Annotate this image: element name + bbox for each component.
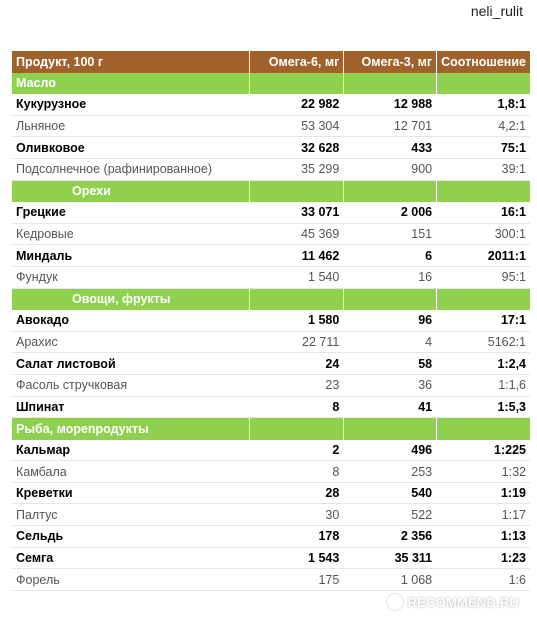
omega3-cell: 2 006 [344, 202, 437, 224]
omega6-cell: 28 [250, 483, 345, 505]
omega3-cell: 58 [344, 353, 437, 375]
product-name-cell: Авокадо [12, 310, 250, 332]
ratio-cell: 300:1 [437, 224, 530, 246]
product-name-cell: Палтус [12, 504, 250, 526]
product-name-cell: Семга [12, 548, 250, 570]
omega3-cell: 253 [344, 461, 437, 483]
ratio-cell: 1:19 [437, 483, 530, 505]
table-row [12, 504, 530, 526]
omega6-cell: 24 [250, 353, 345, 375]
table-row [12, 375, 530, 397]
ratio-cell: 1:23 [437, 548, 530, 570]
ratio-cell: 1:1,6 [437, 375, 530, 397]
ratio-cell: 39:1 [437, 159, 530, 181]
product-name-cell: Кукурузное [12, 94, 250, 116]
table-row [12, 569, 530, 591]
table-row [12, 159, 530, 181]
product-name-cell: Льняное [12, 116, 250, 138]
ratio-cell: 1:2,4 [437, 353, 530, 375]
section-filler-cell [250, 418, 345, 440]
omega3-cell: 151 [344, 224, 437, 246]
product-name-cell: Креветки [12, 483, 250, 505]
section-filler-cell [250, 289, 345, 311]
section-row [12, 418, 530, 440]
header-omega6: Омега-6, мг [250, 51, 345, 73]
table-row [12, 440, 530, 462]
section-row [12, 289, 530, 311]
omega6-cell: 178 [250, 526, 345, 548]
table-row [12, 353, 530, 375]
product-name-cell: Арахис [12, 332, 250, 354]
table-row [12, 137, 530, 159]
section-title: Рыба, морепродукты [12, 418, 250, 440]
recommend-logo-icon [387, 594, 403, 610]
omega6-cell: 30 [250, 504, 345, 526]
section-row [12, 181, 530, 203]
omega3-cell: 1 068 [344, 569, 437, 591]
table-row [12, 483, 530, 505]
section-filler-cell [344, 73, 437, 95]
ratio-cell: 5162:1 [437, 332, 530, 354]
ratio-cell: 1:13 [437, 526, 530, 548]
section-title: Масло [12, 73, 250, 95]
table-body [12, 73, 530, 591]
ratio-cell: 1:32 [437, 461, 530, 483]
section-row [12, 73, 530, 95]
omega3-cell: 900 [344, 159, 437, 181]
table-row [12, 116, 530, 138]
table-row [12, 267, 530, 289]
ratio-cell: 95:1 [437, 267, 530, 289]
product-name-cell: Форель [12, 569, 250, 591]
section-filler-cell [344, 418, 437, 440]
omega6-cell: 45 369 [250, 224, 345, 246]
section-filler-cell [437, 289, 530, 311]
omega3-cell: 16 [344, 267, 437, 289]
table-row [12, 461, 530, 483]
header-omega3: Омега-3, мг [344, 51, 437, 73]
ratio-cell: 1,8:1 [437, 94, 530, 116]
omega3-cell: 96 [344, 310, 437, 332]
omega3-cell: 41 [344, 397, 437, 419]
section-filler-cell [344, 289, 437, 311]
section-title: Орехи [12, 181, 250, 203]
ratio-cell: 16:1 [437, 202, 530, 224]
product-name-cell: Оливковое [12, 137, 250, 159]
omega3-cell: 522 [344, 504, 437, 526]
omega3-cell: 12 701 [344, 116, 437, 138]
ratio-cell: 1:5,3 [437, 397, 530, 419]
omega3-cell: 35 311 [344, 548, 437, 570]
product-name-cell: Сельдь [12, 526, 250, 548]
ratio-cell: 75:1 [437, 137, 530, 159]
table-row [12, 548, 530, 570]
table-header [12, 51, 530, 73]
omega6-cell: 11 462 [250, 245, 345, 267]
table-row [12, 202, 530, 224]
omega3-cell: 4 [344, 332, 437, 354]
section-filler-cell [437, 181, 530, 203]
product-name-cell: Фундук [12, 267, 250, 289]
omega3-cell: 496 [344, 440, 437, 462]
section-filler-cell [437, 73, 530, 95]
watermark [387, 594, 519, 610]
table-row [12, 397, 530, 419]
section-filler-cell [437, 418, 530, 440]
omega6-cell: 22 982 [250, 94, 345, 116]
section-filler-cell [344, 181, 437, 203]
table-row [12, 94, 530, 116]
ratio-cell: 1:17 [437, 504, 530, 526]
ratio-cell: 1:6 [437, 569, 530, 591]
product-name-cell: Кальмар [12, 440, 250, 462]
watermark-text: RECOMMEND.RU [407, 594, 519, 610]
product-name-cell: Камбала [12, 461, 250, 483]
product-name-cell: Кедровые [12, 224, 250, 246]
omega6-cell: 32 628 [250, 137, 345, 159]
omega6-cell: 8 [250, 461, 345, 483]
omega3-cell: 36 [344, 375, 437, 397]
omega6-cell: 175 [250, 569, 345, 591]
omega3-cell: 540 [344, 483, 437, 505]
ratio-cell: 1:225 [437, 440, 530, 462]
omega3-cell: 433 [344, 137, 437, 159]
table-row [12, 245, 530, 267]
product-name-cell: Миндаль [12, 245, 250, 267]
section-title: Овощи, фрукты [12, 289, 250, 311]
omega6-cell: 35 299 [250, 159, 345, 181]
omega3-cell: 6 [344, 245, 437, 267]
product-name-cell: Фасоль стручковая [12, 375, 250, 397]
omega6-cell: 2 [250, 440, 345, 462]
table-row [12, 310, 530, 332]
header-product: Продукт, 100 г [12, 51, 250, 73]
omega-table [12, 51, 530, 591]
table-row [12, 224, 530, 246]
table-row [12, 526, 530, 548]
omega6-cell: 33 071 [250, 202, 345, 224]
omega3-cell: 12 988 [344, 94, 437, 116]
product-name-cell: Подсолнечное (рафинированное) [12, 159, 250, 181]
omega6-cell: 8 [250, 397, 345, 419]
omega6-cell: 1 543 [250, 548, 345, 570]
section-filler-cell [250, 73, 345, 95]
omega6-cell: 1 580 [250, 310, 345, 332]
product-name-cell: Салат листовой [12, 353, 250, 375]
header-row [12, 51, 530, 73]
omega3-cell: 2 356 [344, 526, 437, 548]
omega6-cell: 1 540 [250, 267, 345, 289]
product-name-cell: Шпинат [12, 397, 250, 419]
table-row [12, 332, 530, 354]
author-tag: neli_rulit [470, 3, 523, 19]
header-ratio: Соотношение [437, 51, 530, 73]
ratio-cell: 2011:1 [437, 245, 530, 267]
ratio-cell: 4,2:1 [437, 116, 530, 138]
ratio-cell: 17:1 [437, 310, 530, 332]
section-filler-cell [250, 181, 345, 203]
omega6-cell: 23 [250, 375, 345, 397]
product-name-cell: Грецкие [12, 202, 250, 224]
omega6-cell: 22 711 [250, 332, 345, 354]
omega6-cell: 53 304 [250, 116, 345, 138]
